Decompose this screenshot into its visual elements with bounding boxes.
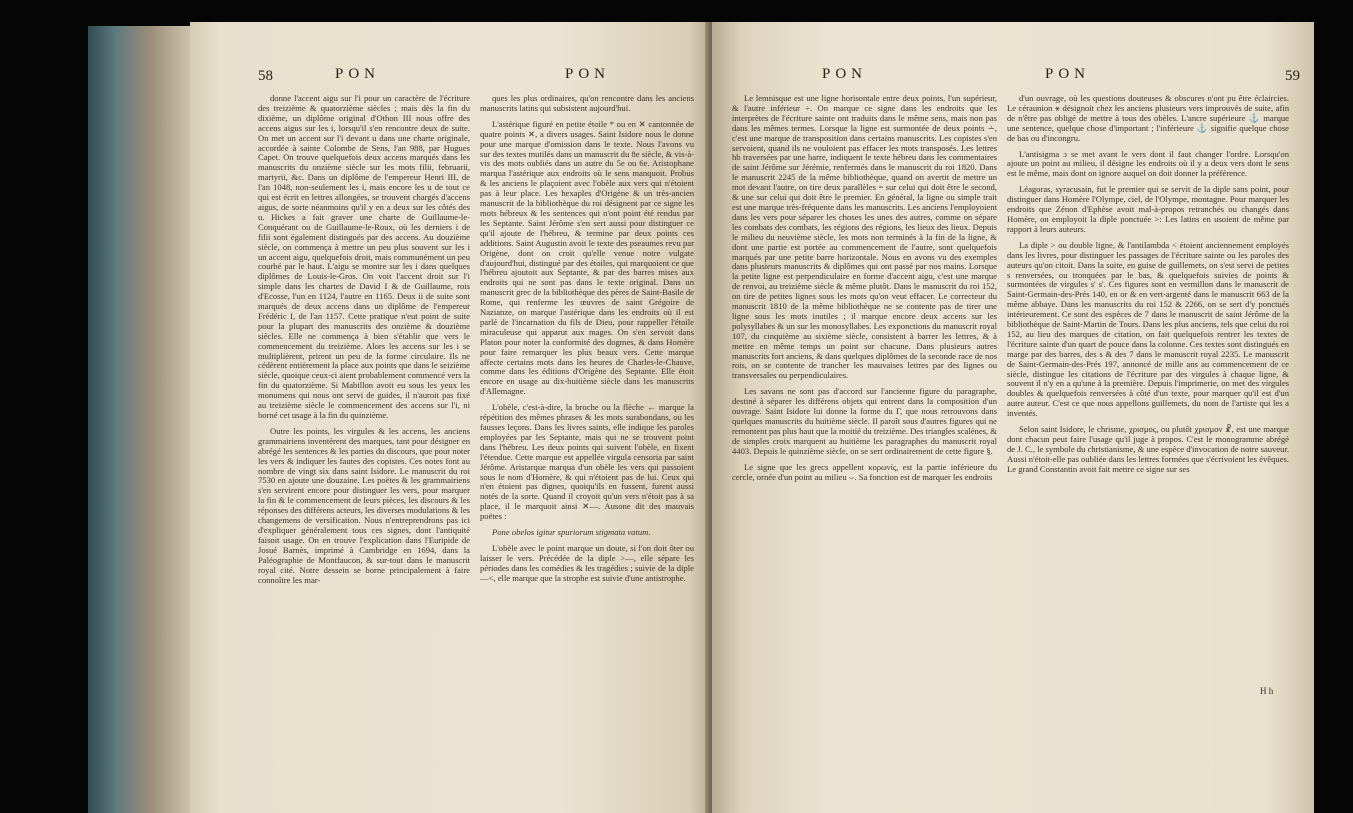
latin-quote: Pone obelos igitur spuriorum stigmata vatum. [492, 527, 651, 538]
paragraph: L'obèle, c'est-à-dire, la broche ou la flèche ← marque la répétition des mêmes phrases & les mots surabondans, ou les fausses leçons. Dans les livres saints, elle indique les paroles employées par les Septante, mais qui ne se trouvent point dans l'hébreu. Les deux points qui suivent l'obèle, en fixent l'étendue. Cette marque est appellée virgula censoria par saint Jérôme. Aristarque marqua d'un obèle les vers qui passoient sous le nom d'Homère, & qui n'étoient pas de lui. Ceux qui n'en étoient pas dignes, quoiqu'ils en fussent, furent aussi notés de la sorte. Quand il croyoit qu'un vers n'étoit pas à sa place, il le marquoit ainsi ✕—. Ausone dit des mauvais poëtes : [480, 402, 694, 522]
paragraph: L'astérique figuré en petite étoile * ou en ✕ cantonnée de quatre points ✕, a divers usages. Saint Isidore nous le donne pour une marque d'omission dans le texte. Nous l'avons vu sur des textes mutilés dans un manuscrit du 8e siècle, & vis-à-vis des mots oubliés dans un autre du 5e ou 6e. Aristophane marqua l'astérique aux endroits où le sens manquoit. Probus & les anciens le plaçoient avec l'obèle aux vers qui n'étoient pas à leur place. Les hexaples d'Origène & un très-ancien manuscrit de la bibliothèque du roi désignent par ce signe les mots hébreux & les sentences qui n'ont point été rendus par les Septante. Saint Jérôme s'en sert aussi pour distinguer ce qu'il ajoute de l'hébreu, & termine par deux points ces additions. Saint Augustin avoit le texte des pseaumes revu par Origène, dont on croit qu'elle venue notre vulgate d'aujourd'hui, distingué par des étoiles, qui marquoient ce que l'hébreu ajoutoit aux Septante, & par des barres mises aux endroits qui ne sont pas dans le texte original. Dans un manuscrit grec de la bibliothèque des pères de Saint-Basile de Rome, qui renferme les œuvres de saint Grégoire de Nazianze, on marque l'astérique dans les endroits où il est parlé de l'incarnation du fils de Dieu, pour rappeller l'étoile miraculeuse qui apparut aux mages. On s'en servoit dans Platon pour noter la conformité des dogmes, & dans Homère pour faire remarquer les plus beaux vers. Cette marque affecte certains mots dans les heures de Charles-le-Chauve, comme dans les éditions d'Origène des Septante. Elle étoit encore en usage au dix-huitième siècle dans les manuscrits d'Allemagne. [480, 118, 694, 397]
paragraph: Les savans ne sont pas d'accord sur l'ancienne figure du paragraphe, destiné à séparer les différens objets qui entrent dans la composition d'un ouvrage. Saint Isidore lui donne la forme du Γ, que nous retrouvons dans quelques manuscrits du huitième siècle. Il paroît sous d'autres figures qui ne remontent pas plus haut que la moitié du treizième. Des triangles scalènes, & de simples croix marquent au huitième les paragraphes du manuscrit royal 4403. Depuis le quinzième siècle, on se sert ordinairement de cette figure §. [732, 386, 997, 456]
book-edge [88, 26, 200, 813]
left-page [190, 22, 710, 813]
right-page [712, 22, 1314, 813]
running-header: PON [822, 66, 868, 82]
text-column [1007, 94, 1289, 794]
running-header: PON [335, 66, 381, 82]
paragraph: d'un ouvrage, où les questions douteuses & obscures n'ont pu être éclaircies. Le céraunion ⚹ désignoit chez les anciens plusieurs vers improuvés de suite, afin de n'être pas obligé de mettre à tous des obèles. L'ancre supérieure ⚓ marque une sentence, quelque chose d'important ; l'inférieure ⚓ signifie quelque chose de bas ou d'incongru. [1007, 94, 1289, 143]
paragraph: donne l'accent aigu sur l'i pour un caractère de l'écriture des treizième & quatorzième siècles ; mais dès la fin du dixième, un diplôme original d'Othon III nous offre des accens aigus sur les i, lorsqu'il s'en rencontre deux de suite. On met un accent sur l'i devant u dans une charte originale, accordée à sainte Colombe de Sens, l'an 988, par Hugues Capet. On trouve quelquefois deux accens marqués dans les manuscrits du onzième siècle sur les mots filii, februarii, martyrii, &c. Dans un diplôme de l'empereur Henri III, de l'an 1048, non-seulement les i, mais encore les u de tout ce qui est écrit en lettres allongées, se trouvent chargés d'accens aigus, de sorte néanmoins qu'il y en a deux sur les côtés des u. Hickes a fait graver une charte de Guillaume-le-Conquérant ou de Guillaume-le-Roux, où les derniers i de filii sont également distingués par des accens. Au douzième siècle, on commença à mettre un peu plus souvent sur les i un accent aigu, quelquefois droit, mais communément un peu courbé par le haut. L'aigu se montre sur les i dans quelques diplômes de Louis-le-Gros. On voit l'accent droit sur l'i simple dans les chartes de David I & de Guillaume, rois d'Ecosse, l'un en 1124, l'autre en 1165. Deux ii de suite sont marqués de deux accens dans un diplôme de l'empereur Frédéric I, de l'an 1157. Cette pratique n'eut point de suite pour la plupart des manuscrits des onzième & douzième siècles. Elle ne commença à bien s'établir que vers le commencement du treizième. Alors les accens sur les i se multiplièrent, prirent un peu de la forme circulaire. Ils ne cédèrent entièrement la place aux points que dans le seizième siècle, quoique ceux-ci aient probablement commencé vers la fin du quatorzième. Si Mabillon avoit eu sous les yeux les monumens qui nous ont servi de guides, il n'auroit pas fixé au treizième siècle le commencement des accens sur l'i, ni borné cet usage à la fin du quinzième. [258, 94, 470, 420]
paragraph: Le signe que les grecs appellent κορωνίς, est la partie inférieure du cercle, ornée d'un point au milieu ⌣. Sa fonction est de marquer les endroits [732, 461, 997, 482]
paragraph: L'antisigma ɔ se met avant le vers dont il faut changer l'ordre. Lorsqu'on ajoute un point au milieu, il désigne les endroits où il y a deux vers dont le sens est le même, mais dont on ignore auquel on doit donner la préférence. [1007, 148, 1289, 179]
page-number: 58 [258, 68, 273, 84]
text-column [732, 94, 997, 794]
paragraph: ques les plus ordinaires, qu'on rencontre dans les anciens manuscrits latins qui subsistent aujourd'hui. [480, 94, 694, 113]
running-header: PON [1045, 66, 1091, 82]
paragraph: La diple > ou double ligne, & l'antilambda < étoient anciennement employés dans les livres, pour distinguer les passages de l'écriture sainte ou les paroles des auteurs qu'on citoit. Dans la suite, en guise de guillemets, on s'est servi de petites s renversées, ou tronquées par le bas, & quelquefois suivies de points & surmontées de virgules s' s'. Ces figures sont en vermillon dans le manuscrit de Saint-Germain-des-Prés 140, en or & en vert-argenté dans le manuscrit 663 de la même abbaye. Dans les manuscrits du roi 152 & 2266, on se sert d'y ponctués intérieurement. Ce sont des espèces de 7 dans le manuscrit de saint Jérôme de la bibliothèque de Saint-Martin de Tours. Dans les plus anciens, tels que celui du roi 152, au lieu des marques de citation, on fait quelquefois rentrer les textes de l'écriture sainte d'un quart de pouce dans la colonne. Ces textes sont distingués en marge par des barres, des s & des 7 dans le manuscrit royal 2235. Le manuscrit de Saint-Germain-des-Prés 197, annoncé de mille ans au commencement de ce siècle, distingue les citations de l'écriture par des virgules à chaque ligne, & souvent il n'y en a qu'une à la première. Depuis l'imprimerie, on met des virgules doubles & quelquefois renversées à côté d'un texte, pour marquer qu'il est d'un autre auteur. C'est ce que nous appellons guillemets, du nom de l'artiste qui les a inventés. [1007, 239, 1289, 419]
signature-mark: H h [1260, 686, 1274, 696]
running-header: PON [565, 66, 611, 82]
paragraph: L'obèle avec le point marque un doute, si l'on doit ôter ou laisser le vers. Précédée de la diple >—, elle sépare les périodes dans les comédies & les tragédies ; suivie de la diple —<, elle marque que la strophe est suivie d'une antistrophe. [480, 542, 694, 583]
text-column [480, 94, 694, 794]
page-number: 59 [1285, 68, 1300, 84]
paragraph: Selon saint Isidore, le chrisme, χρισμος, ou plutôt χρισμον ☧, est une marque dont chacun peut faire l'usage qu'il juge à propos. C'est le monogramme abrégé de J. C., le symbole du christianisme, & une espèce d'invocation de notre sauveur. Aussi n'étoit-elle pas oubliée dans les lettres formées que s'écrivoient les évêques. Le grand Constantin avoit fait mettre ce signe sur ses [1007, 424, 1289, 474]
text-column [258, 94, 470, 794]
paragraph: Léagoras, syracusain, fut le premier qui se servit de la diple sans point, pour distinguer dans Homère l'Olympe, ciel, de l'Olympe, montagne. Pour marquer les endroits que Zénon d'Ephèse avoit mal-à-propos retranchés ou changés dans Homère, on employoit la diple ponctuée >: Les latins en usoient de même par rapport à leurs auteurs. [1007, 184, 1289, 234]
paragraph: Le lemnisque est une ligne horisontale entre deux points, l'un supérieur, & l'autre inférieur ÷. On marque ce signe dans les endroits que les interprètes de l'écriture sainte ont traduits dans le même sens, mais non pas dans les mêmes termes. Lorsque la ligne est surmontée de deux points ∸, c'est une marque de transposition dans certains manuscrits. Les copistes s'en servoient, quand ils ne vouloient pas effacer les mots transposés. Les lettres hb traversées par une barre, indiquent le texte hébreu dans les commentaires de saint Jérôme sur Jérémie, renfermés dans le manuscrit du roi 1820. Dans le manuscrit 2245 de la même bibliothèque, quand on avertit de mettre un mot devant l'autre, on tire deux parallèles = sur celui qui doit être le second, & une sur celui qui doit être le premier. En général, la ligne ou simple trait est une marque très-fréquente dans les manuscrits. Les anciens l'employoient dans les vers pour séparer les choses les unes des autres, comme on sépare les combats des combats, les régions des régions, les lieux des lieux. Depuis le milieu du neuvième siècle, les mots non terminés à la fin de la ligne, & dont une partie est portée au commencement de l'autre, sont quelquefois marqués par une petite barre horizontale. Nous en avons vu des exemples dans plusieurs manuscrits & diplômes qui ont passé par nos mains. Lorsque la petite ligne est perpendiculaire en forme d'accent aigu, c'est une marque de renvoi, au treizième siècle & même plutôt. Dans le manuscrit du roi 152, on tire de petites lignes sous les mots qu'on veut effacer. Le correcteur du manuscrit 1810 de la même bibliothèque ne se contente pas de tirer une ligne sous les mots inutiles ; il marque encore deux accens sur les polysyllabes & un sur les monosyllabes. Les exponctions du manuscrit royal 107, du cinquième au sixième siècle, consistent à barrer les lettres, & à mettre en même temps un point sur chacune. Dans plusieurs autres manuscrits fort anciens, & dans quelques diplômes de la seconde race de nos rois, on se contente de trancher les mauvaises lettres par des lignes ou transversales ou perpendiculaires. [732, 94, 997, 381]
paragraph: Outre les points, les virgules & les accens, les anciens grammairiens inventèrent des marques, tant pour désigner en abrégé les sentences & les parties du discours, que pour noter les vers & indiquer les fautes des copistes. Ces notes font au nombre de vingt six dans saint Isidore. Le manuscrit du roi 7530 en ajoute une douzaine. Les poëtes & les grammairiens s'en servirent encore pour distinguer les vers, pour marquer la fin & le commencement de leurs pièces, les discours & les réponses des différens acteurs, les diverses modulations & les changemens de versification. Nous n'entreprendrons pas ici d'expliquer généralement tous ces signes, dont l'antiquité faisoit usage. On en trouve l'explication dans l'Euripide de Josué Barnès, imprimé à Cambridge en 1694, dans la Paléographie de Montfaucon, & sur-tout dans le manuscrit royal cité. Notre dessein se borne principalement à faire connoître les mar- [258, 425, 470, 585]
